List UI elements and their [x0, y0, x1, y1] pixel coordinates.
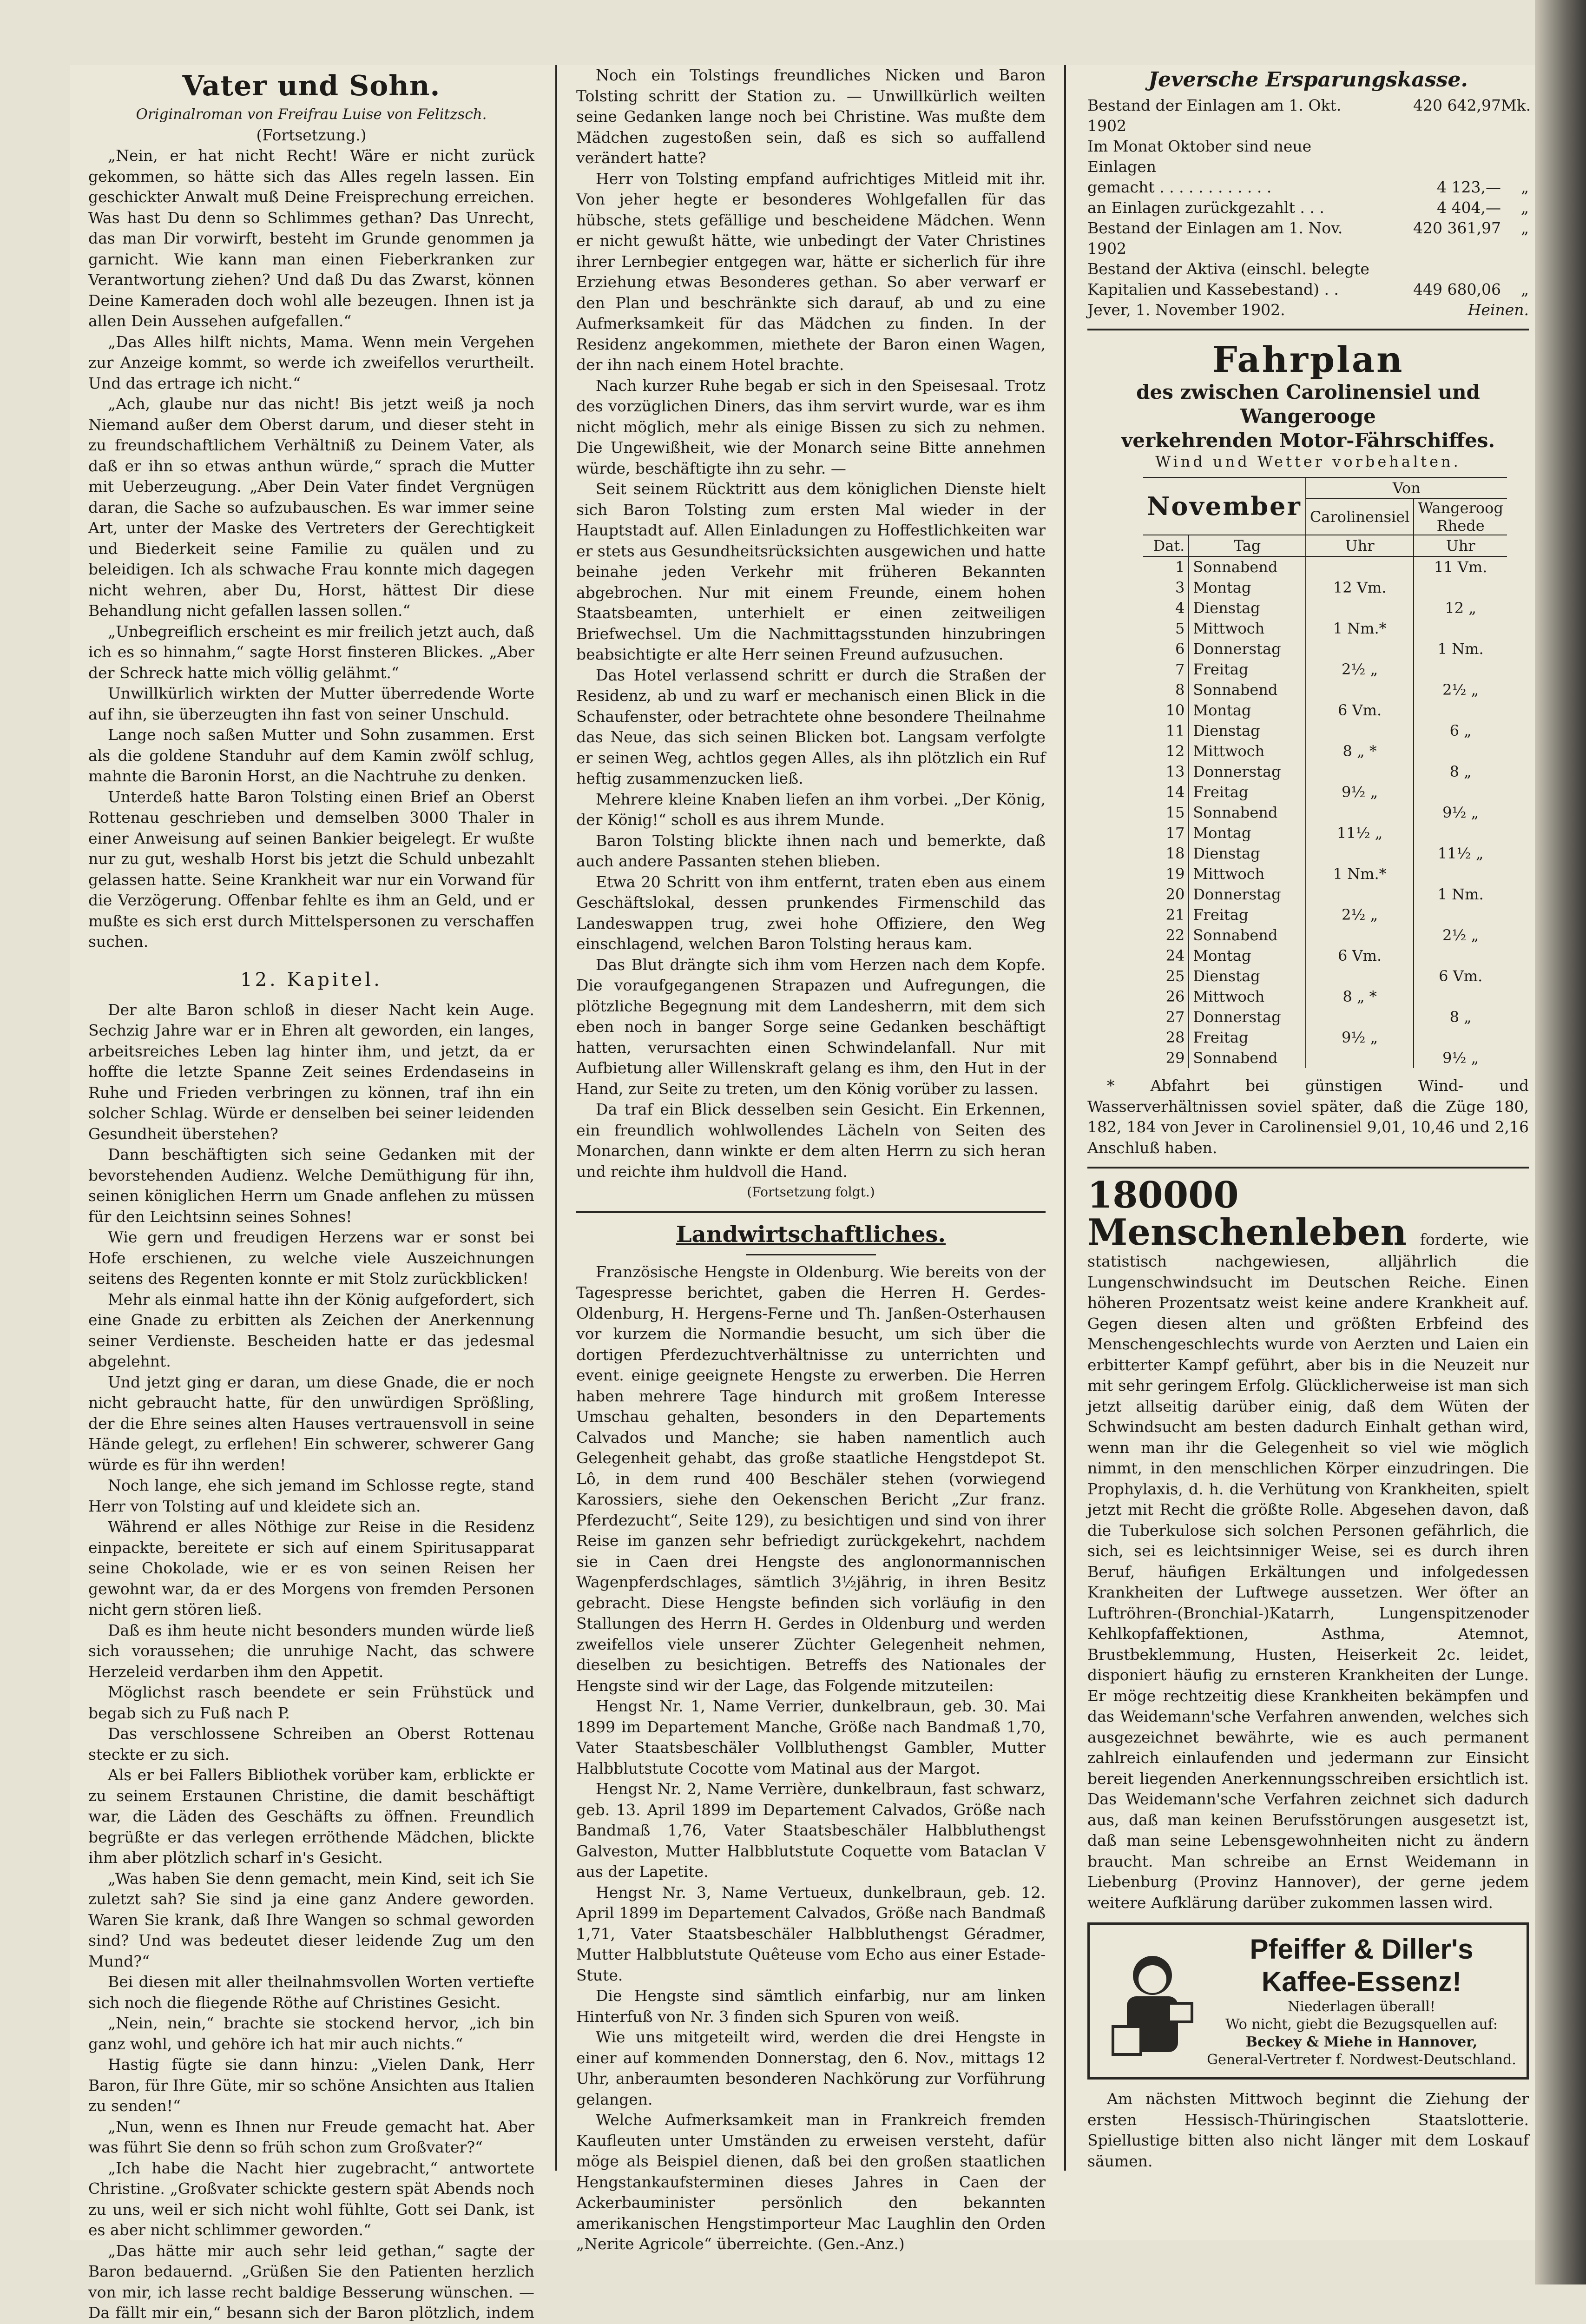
schedule-row	[1143, 925, 1507, 945]
column-rule	[1064, 65, 1066, 2171]
schedule-cell: 12	[1143, 741, 1189, 761]
paragraph: Möglichst rasch beendete er sein Frühstück und begab sich zu Fuß nach P.	[88, 1682, 534, 1723]
schedule-row	[1143, 1007, 1507, 1027]
schedule-cell: 20	[1143, 884, 1189, 905]
savings-unit: Mk.	[1501, 95, 1529, 136]
chapter-heading: 12. Kapitel.	[88, 969, 534, 990]
savings-label: Im Monat Oktober sind neue Einlagen	[1087, 136, 1380, 177]
schedule-cell	[1306, 925, 1414, 945]
savings-label: Bestand der Aktiva (einschl. belegte	[1087, 259, 1380, 279]
paragraph: Wie uns mitgeteilt wird, werden die drei Hengste in einer auf kommenden Donnerstag, den 6. Nov., mittags 12 Uhr, anberaumten besonderen Nachkörung zur Vorführung gelangen.	[576, 2027, 1046, 2110]
schedule-cell: 25	[1143, 966, 1189, 986]
schedule-cell: 11 Vm.	[1414, 556, 1507, 577]
schedule-row	[1143, 639, 1507, 659]
paragraph: „Nun, wenn es Ihnen nur Freude gemacht hat. Aber was führt Sie denn so früh schon zum Großvater?“	[88, 2117, 534, 2158]
paragraph: Etwa 20 Schritt von ihm entfernt, traten eben aus einem Geschäftslokal, dessen prunkendes Firmenschild das Landeswappen trug, zwei hohe Offiziere, den Weg einschlagend, welchen Baron Tolsting heraus kam.	[576, 872, 1046, 955]
time-header: Uhr	[1306, 535, 1414, 556]
ferry-schedule-subtitle: des zwischen Carolinensiel und Wangerooge	[1087, 380, 1529, 429]
article-body	[576, 1262, 1046, 2255]
paragraph: „Was haben Sie denn gemacht, mein Kind, seit ich Sie zuletzt sah? Sie sind ja eine ganz Andere geworden. Waren Sie krank, daß Ihre Wangen so schmal geworden sind? Und was bedeutet dieser leidende Zug um den Mund?“	[88, 1868, 534, 1972]
schedule-cell: 2½ „	[1414, 680, 1507, 700]
paragraph: Französische Hengste in Oldenburg. Wie bereits von der Tagespresse berichtet, gaben die Herren H. Gerdes-Oldenburg, H. Hergens-Ferne und Th. Janßen-Osterhausen vor kurzem die Normandie besucht, um sich über die dortigen Pferdezuchtverhältnisse zu unterrichten und event. einige geeignete Hengste zu erwerben. Die Herren haben mehrere Tage hindurch mit großem Interesse Umschau gehalten, besonders in den Departements Calvados und Manche; sie haben namentlich auch Gelegenheit gehabt, das große staatliche Hengstdepot St. Lô, in dem rund 400 Beschäler stehen (vorwiegend Karossiers, siehe den Oekenschen Bericht „Zur franz. Pferdezucht“, Seite 129), zu besichtigen und sind von ihrer Reise im ganzen sehr befriedigt zurückgekehrt, nachdem sie in Caen drei Hengste des anglonormannischen Wagenpferdschlages, sämtlich 3½jährig, in ihren Besitz gebracht. Diese Hengste befinden sich vorläufig in den Stallungen des Herrn H. Gerdes in Oldenburg und werden zweifellos viele unserer Züchter Gelegenheit nehmen, dieselben zu besichtigen. Betreffs des Nationales der Hengste sind wir der Lage, das Folgende mitzuteilen:	[576, 1262, 1046, 1697]
savings-row	[1087, 177, 1529, 198]
schedule-cell	[1306, 598, 1414, 618]
column-rule	[555, 65, 557, 2171]
schedule-cell: 11	[1143, 720, 1189, 741]
schedule-cell: 26	[1143, 986, 1189, 1007]
paragraph: „Nein, nein,“ brachte sie stockend hervor, „ich bin ganz wohl, und gehöre ich hat mir auch nichts.“	[88, 2013, 534, 2054]
savings-unit: „	[1501, 198, 1529, 218]
paragraph: Als er bei Fallers Bibliothek vorüber kam, erblickte er zu seinem Erstaunen Christine, die damit beschäftigt war, die Läden des Geschäfts zu öffnen. Freundlich begrüßte er das verlegen erröthende Mädchen, blickte ihm aber plötzlich scharf in's Gesicht.	[88, 1765, 534, 1868]
divider	[746, 1254, 876, 1255]
schedule-cell: 10	[1143, 700, 1189, 720]
ad-coffee-line: Beckey & Miehe in Hannover,	[1206, 2034, 1517, 2051]
schedule-cell: 6 Vm.	[1306, 700, 1414, 720]
schedule-cell: 1 Nm.	[1414, 884, 1507, 905]
schedule-cell: Freitag	[1189, 782, 1305, 802]
paragraph: Herr von Tolsting empfand aufrichtiges Mitleid mit ihr. Von jeher hegte er besonderes Wohlgefallen für das hübsche, stets gefällige und bescheidene Mädchen. Wenn er nicht gewußt hätte, wie unbedingt der Vater Christines ihrer Lernbegier entgegen war, hätte er sicherlich für ihre Erziehung etwas Besonderes gethan. So aber verwarf er den Plan und beschränkte sich darauf, ab und zu eine Aufmerksamkeit für das Mädchen zu finden. In der Residenz angekommen, miethete der Baron einen Wagen, der ihn nach einem Hotel brachte.	[576, 169, 1046, 376]
savings-row	[1087, 279, 1529, 300]
column-middle	[576, 65, 1046, 2255]
coffee-drinker-illustration-icon	[1099, 1943, 1206, 2059]
ad-coffee-line: General-Vertreter f. Nordwest-Deutschland.	[1206, 2051, 1517, 2069]
ferry-schedule-note: Wind und Wetter vorbehalten.	[1087, 453, 1529, 470]
article-body	[88, 1000, 534, 2324]
savings-label: an Einlagen zurückgezahlt . . .	[1087, 198, 1380, 218]
schedule-cell: Sonnabend	[1189, 925, 1305, 945]
schedule-cell: 1 Nm.	[1414, 639, 1507, 659]
savings-row	[1087, 259, 1529, 279]
schedule-cell	[1306, 966, 1414, 986]
schedule-cell: 9½ „	[1306, 1027, 1414, 1048]
paragraph: Bei diesen mit aller theilnahmsvollen Worten vertiefte sich noch die fliegende Röthe auf Christines Gesicht.	[88, 1972, 534, 2013]
schedule-cell	[1306, 843, 1414, 864]
savings-value	[1380, 136, 1501, 177]
schedule-cell: 6	[1143, 639, 1189, 659]
schedule-row	[1143, 700, 1507, 720]
schedule-row	[1143, 802, 1507, 823]
day-header: Tag	[1189, 535, 1305, 556]
savings-row	[1087, 218, 1529, 259]
schedule-cell: 3	[1143, 577, 1189, 598]
schedule-cell: Dienstag	[1189, 720, 1305, 741]
schedule-cell: Mittwoch	[1189, 618, 1305, 639]
schedule-row	[1143, 823, 1507, 843]
divider	[576, 1211, 1046, 1213]
schedule-cell	[1414, 577, 1507, 598]
schedule-row	[1143, 884, 1507, 905]
savings-signature: Heinen.	[1468, 300, 1529, 320]
article-body	[88, 145, 534, 952]
article-body	[576, 65, 1046, 1182]
schedule-cell: Montag	[1189, 700, 1305, 720]
schedule-cell: 8 „ *	[1306, 741, 1414, 761]
schedule-cell: 1 Nm.*	[1306, 864, 1414, 884]
schedule-cell: 6 Vm.	[1414, 966, 1507, 986]
schedule-cell: 24	[1143, 945, 1189, 966]
article-title: Vater und Sohn.	[88, 70, 534, 102]
savings-date: Jever, 1. November 1902.	[1087, 300, 1468, 320]
time-header: Uhr	[1414, 535, 1507, 556]
schedule-row	[1143, 986, 1507, 1007]
schedule-cell: 8	[1143, 680, 1189, 700]
ad-coffee-line: Wo nicht, giebt die Bezugsquellen auf:	[1206, 2016, 1517, 2034]
schedule-cell	[1306, 802, 1414, 823]
continuation-note: (Fortsetzung.)	[88, 125, 534, 146]
schedule-cell: 9½ „	[1414, 1048, 1507, 1068]
schedule-cell: Mittwoch	[1189, 864, 1305, 884]
carolinensiel-header: Carolinensiel	[1306, 499, 1414, 535]
schedule-cell	[1306, 680, 1414, 700]
schedule-cell	[1306, 1048, 1414, 1068]
savings-label: Bestand der Einlagen am 1. Nov. 1902	[1087, 218, 1380, 259]
schedule-cell: Montag	[1189, 577, 1305, 598]
paragraph: „Ich habe die Nacht hier zugebracht,“ antwortete Christine. „Großvater schickte gestern spät Abends noch zu uns, weil er sich nicht wohl fühlte, Gott sei Dank, ist es aber nicht schlimmer geworden.“	[88, 2158, 534, 2241]
schedule-cell: Freitag	[1189, 659, 1305, 680]
divider	[1087, 1167, 1529, 1169]
schedule-row	[1143, 905, 1507, 925]
savings-row	[1087, 198, 1529, 218]
paragraph: Noch lange, ehe sich jemand im Schlosse regte, stand Herr von Tolsting auf und kleidete sich an.	[88, 1475, 534, 1517]
savings-value: 420 361,97	[1380, 218, 1501, 259]
paragraph: „Ach, glaube nur das nicht! Bis jetzt weiß ja noch Niemand außer dem Oberst darum, und dieser steht in zu freundschaftlichem Verhältniß zu Deinem Vater, als daß er ihn so etwas anthun würde,“ sprach die Mutter mit Ueberzeugung. „Aber Dein Vater findet Vergnügen daran, die Sache so aufzubauschen. Es war immer seine Art, unter der Maske des Vertreters der Gerechtigkeit und Biederkeit seine Familie zu quälen und zu beleidigen. Ich als schwache Frau konnte mich dagegen nicht wehren, aber Du, Horst, hättest Dir diese Behandlung nicht gefallen lassen sollen.“	[88, 394, 534, 621]
ad-lung-headline: 180000 Menschenleben	[1087, 1174, 1407, 1254]
savings-value	[1380, 259, 1501, 279]
ad-coffee-brand: Pfeiffer & Diller's	[1206, 1933, 1517, 1966]
paragraph: Lange noch saßen Mutter und Sohn zusammen. Erst als die goldene Standuhr auf dem Kamin zwölf schlug, mahnte die Baronin Horst, an die Nachtruhe zu denken.	[88, 725, 534, 787]
schedule-cell	[1306, 884, 1414, 905]
schedule-cell: Donnerstag	[1189, 761, 1305, 782]
schedule-cell: 6 Vm.	[1306, 945, 1414, 966]
schedule-cell	[1306, 556, 1414, 577]
schedule-cell	[1414, 905, 1507, 925]
divider	[1087, 329, 1529, 330]
schedule-cell: 11½ „	[1306, 823, 1414, 843]
paragraph: „Das Alles hilft nichts, Mama. Wenn mein Vergehen zur Anzeige kommt, so werde ich zweifellos verurtheilt. Und das ertrage ich nicht.“	[88, 332, 534, 394]
schedule-cell	[1306, 1007, 1414, 1027]
section-heading: Landwirtschaftliches.	[576, 1221, 1046, 1248]
schedule-row	[1143, 618, 1507, 639]
schedule-cell: 9½ „	[1306, 782, 1414, 802]
paragraph: Hengst Nr. 3, Name Vertueux, dunkelbraun, geb. 12. April 1899 im Departement Calvados, Größe nach Bandmaß 1,71, Vater Staatsbeschäler Halbbluthengst Géradmer, Mutter Halbblutstute Quêteuse vom Echo aus einer Estade-Stute.	[576, 1882, 1046, 1986]
paragraph: Das Hotel verlassend schritt er durch die Straßen der Residenz, ab und zu warf er mechanisch einen Blick in die Schaufenster, oder betrachtete ohne besondere Theilnahme das Neue, das sich seinen Blicken bot. Langsam verfolgte er seinen Weg, achtlos gegen Alles, als ihn plötzlich ein Ruf heftig zusammenzucken ließ.	[576, 665, 1046, 789]
schedule-cell: Mittwoch	[1189, 741, 1305, 761]
ad-lung-body: forderte, wie statistisch nachgewiesen, alljährlich die Lungenschwindsucht im Deutschen Reiche. Einen höheren Prozentsatz weist keine andere Krankheit auf. Gegen diesen alten und größten Erbfeind des Menschengeschlechts wurde von Aerzten und Laien ein erbitterter Kampf geführt, aber bis in die Neuzeit nur mit sehr geringem Erfolg. Glücklicherweise ist man sich jetzt allseitig darüber einig, daß dem Wüten der Schwindsucht am besten dadurch Einhalt gethan wird, wenn man ihr die Gelegenheit so viel wie möglich nimmt, in den menschlichen Körper einzudringen. Die Prophylaxis, d. h. die Verhütung von Krankheiten, spielt jetzt mit Recht die größte Rolle. Abgesehen davon, daß die Tuberkulose sich solchen Personen gefährlich, die sich, sei es leichtsinniger Weise, sei es durch ihren Beruf, häufigen Erkältungen und infolgedessen Krankheiten der Luftwege aussetzen. Wer öfter an Luftröhren-(Bronchial-)Katarrh, Lungenspitzenoder Kehlkopfaffektionen, Asthma, Atemnot, Brustbeklemmung, Husten, Heiserkeit 2c. leidet, disponiert häufig zu ernsteren Krankheiten der Lunge. Er möge rechtzeitig diese Krankheiten bekämpfen und das Weidemann'sche Verfahren anwenden, welches sich ausgezeichnet bewährte, wie es auch permanent zahlreich einlaufenden und jedermann zur Einsicht bereit liegenden Anerkennungsschreiben ersichtlich ist. Das Weidemann'sche Verfahren zeichnet sich dadurch aus, daß man keinen Berufsstörungen ausgesetzt ist, daß man seine Lebensgewohnheiten nicht zu ändern braucht. Man schreibe an Ernst Weidemann in Liebenburg (Provinz Hannover), der gerne jedem weitere Aufklärung darüber zukommen lassen wird.	[1087, 1230, 1529, 1912]
schedule-cell: 11½ „	[1414, 843, 1507, 864]
schedule-cell	[1414, 945, 1507, 966]
schedule-row	[1143, 680, 1507, 700]
column-notices	[1087, 65, 1529, 2172]
paragraph: „Unbegreiflich erscheint es mir freilich jetzt auch, daß ich es so hinnahm,“ sagte Horst finsteren Blickes. „Aber der Schreck hatte mich völlig gelähmt.“	[88, 621, 534, 684]
paragraph: Der alte Baron schloß in dieser Nacht kein Auge. Sechzig Jahre war er in Ehren alt geworden, ein langes, arbeitsreiches Leben lag hinter ihm, und jetzt, da er hoffte die letzte Spanne Zeit seines Erdendaseins in Ruhe und Frieden verbringen zu können, traf ihn ein solcher Schlag. Würde er denselben bei seiner leidenden Gesundheit überstehen?	[88, 1000, 534, 1145]
schedule-cell	[1414, 741, 1507, 761]
schedule-cell: 12 „	[1414, 598, 1507, 618]
schedule-cell: 22	[1143, 925, 1189, 945]
schedule-row	[1143, 761, 1507, 782]
paragraph: Unterdeß hatte Baron Tolsting einen Brief an Oberst Rottenau geschrieben und demselben 3000 Thaler in einer Anweisung auf seinen Bankier beigelegt. Er wußte nur zu gut, weshalb Horst bis jetzt die Schuld unbezahlt gelassen hatte. Seine Krankheit war nur ein Vorwand für die Verzögerung. Offenbar fehlte es ihm an Geld, und er mußte es sich erst durch Mittelspersonen zu verschaffen suchen.	[88, 787, 534, 952]
ad-coffee-line: Niederlagen überall!	[1206, 1998, 1517, 2016]
schedule-row	[1143, 577, 1507, 598]
ferry-schedule-table	[1143, 477, 1507, 1068]
schedule-cell: 27	[1143, 1007, 1189, 1027]
schedule-cell: 1 Nm.*	[1306, 618, 1414, 639]
paragraph: Das Blut drängte sich ihm vom Herzen nach dem Kopfe. Die voraufgegangenen Strapazen und Aufregungen, die plötzliche Begegnung mit dem Landesherrn, mit dem sich eben noch in banger Sorge seine Gedanken beschäftigt hatten, verursachten einen Schwindelanfall. Nur mit Aufbietung aller Willenskraft gelang es ihm, den Hut in der Hand, zur Seite zu treten, um den König vorüber zu lassen.	[576, 955, 1046, 1100]
schedule-cell: 2½ „	[1414, 925, 1507, 945]
savings-row	[1087, 136, 1529, 177]
schedule-cell: Sonnabend	[1189, 1048, 1305, 1068]
byline: Originalroman von Freifrau Luise von Felitzsch.	[88, 104, 534, 125]
savings-value: 4 404,—	[1380, 198, 1501, 218]
savings-table	[1087, 95, 1529, 300]
paragraph: Seit seinem Rücktritt aus dem königlichen Dienste hielt sich Baron Tolsting zum ersten Mal wieder in der Hauptstadt auf. Allen Einladungen zu Hoffestlichkeiten war er stets aus Gesundheitsrücksichten ausgewichen und hatte beinahe jeden Verkehr mit früheren Bekannten abgebrochen. Nur mit einem Freunde, einem hohen Staatsbeamten, unterhielt er einen zeitweiligen Briefwechsel. Um die Nachmittagsstunden hinzubringen beabsichtigte er alte Herr seinen Freund aufzusuchen.	[576, 479, 1046, 665]
schedule-cell: Freitag	[1189, 1027, 1305, 1048]
ferry-footnote: * Abfahrt bei günstigen Wind- und Wasserverhältnissen soviel später, daß die Züge 180, 182, 184 von Jever in Carolinensiel 9,01, 10,46 und 2,16 Anschluß haben.	[1087, 1076, 1529, 1158]
savings-unit	[1501, 136, 1529, 177]
schedule-cell	[1414, 823, 1507, 843]
schedule-row	[1143, 843, 1507, 864]
paragraph: Und jetzt ging er daran, um diese Gnade, die er noch nicht gebraucht hatte, für den unwürdigen Sprößling, der die Ehre seines alten Hauses vertrauensvoll in seine Hände gelegt, zu erflehen! Ein schwerer, schwerer Gang würde es für ihn werden!	[88, 1372, 534, 1476]
schedule-cell: Sonnabend	[1189, 680, 1305, 700]
schedule-cell: 6 „	[1414, 720, 1507, 741]
schedule-cell: Donnerstag	[1189, 1007, 1305, 1027]
paragraph: „Das hätte mir auch sehr leid gethan,“ sagte der Baron bedauernd. „Grüßen Sie den Patienten herzlich von mir, ich lasse recht baldige Besserung wünschen. — Da fällt mir ein,“ besann sich der Baron plötzlich, indem	[88, 2241, 534, 2324]
schedule-cell: 17	[1143, 823, 1189, 843]
paragraph: Hastig fügte sie dann hinzu: „Vielen Dank, Herr Baron, für Ihre Güte, mir so schöne Ansichten aus Italien zu senden!“	[88, 2054, 534, 2117]
schedule-cell: 8 „	[1414, 761, 1507, 782]
schedule-cell: 18	[1143, 843, 1189, 864]
schedule-cell: 29	[1143, 1048, 1189, 1068]
schedule-cell: 2½ „	[1306, 659, 1414, 680]
scan-edge	[1535, 0, 1586, 2284]
savings-value: 4 123,—	[1380, 177, 1501, 198]
schedule-cell	[1306, 720, 1414, 741]
paragraph: Noch ein Tolstings freundliches Nicken und Baron Tolsting schritt der Station zu. — Unwillkürlich weilten seine Gedanken lange noch bei Christine. Was mußte dem Mädchen zugestoßen sein, daß es sich so auffallend verändert hatte?	[576, 65, 1046, 169]
schedule-row	[1143, 659, 1507, 680]
schedule-cell	[1414, 1027, 1507, 1048]
schedule-cell: 1	[1143, 556, 1189, 577]
schedule-cell: Sonnabend	[1189, 802, 1305, 823]
savings-value: 420 642,97	[1380, 95, 1501, 136]
paragraph: Hengst Nr. 2, Name Verrière, dunkelbraun, fast schwarz, geb. 13. April 1899 im Departement Calvados, Größe nach Bandmaß 1,76, Vater Staatsbeschäler Halbbluthengst Galveston, Mutter Halbblutstute Coquette vom Bataclan V aus der Lapetite.	[576, 1779, 1046, 1882]
schedule-cell: Montag	[1189, 823, 1305, 843]
schedule-cell: 8 „	[1414, 1007, 1507, 1027]
schedule-cell: 5	[1143, 618, 1189, 639]
schedule-cell	[1414, 618, 1507, 639]
schedule-cell: 12 Vm.	[1306, 577, 1414, 598]
schedule-cell	[1414, 782, 1507, 802]
schedule-cell: 13	[1143, 761, 1189, 782]
ad-coffee-product: Kaffee-Essenz!	[1206, 1966, 1517, 1998]
schedule-cell: Dienstag	[1189, 843, 1305, 864]
paragraph: Daß es ihm heute nicht besonders munden würde ließ sich voraussehen; die unruhige Nacht, das schwere Herzeleid verdarben ihm den Appetit.	[88, 1620, 534, 1683]
schedule-row	[1143, 864, 1507, 884]
schedule-cell: 8 „ *	[1306, 986, 1414, 1007]
schedule-cell	[1306, 761, 1414, 782]
schedule-cell	[1306, 639, 1414, 659]
ad-lottery: Am nächsten Mittwoch beginnt die Ziehung der ersten Hessisch-Thüringischen Staatslotterie. Spiellustige bitten also nicht länger mit dem Loskauf säumen.	[1087, 2089, 1529, 2172]
savings-label: Bestand der Einlagen am 1. Okt. 1902	[1087, 95, 1380, 136]
paragraph: Mehrere kleine Knaben liefen an ihm vorbei. „Der König, der König!“ scholl es aus ihrem Munde.	[576, 789, 1046, 831]
schedule-cell	[1414, 986, 1507, 1007]
paragraph: Unwillkürlich wirkten der Mutter überredende Worte auf ihn, sie überzeugten ihn fast von seiner Unschuld.	[88, 683, 534, 725]
schedule-cell: 4	[1143, 598, 1189, 618]
savings-unit: „	[1501, 279, 1529, 300]
paragraph: Wie gern und freudigen Herzens war er sonst bei Hofe erschienen, zu welche viele Auszeichnungen seitens des Regenten konnte er mit Stolz zurückblicken!	[88, 1227, 534, 1289]
ad-coffee-text	[1206, 1933, 1517, 2069]
schedule-cell: Montag	[1189, 945, 1305, 966]
paragraph: Die Hengste sind sämtlich einfarbig, nur am linken Hinterfuß von Nr. 3 finden sich Spuren von weiß.	[576, 1986, 1046, 2027]
schedule-cell: 19	[1143, 864, 1189, 884]
schedule-cell: Dienstag	[1189, 598, 1305, 618]
schedule-cell	[1414, 700, 1507, 720]
column-serial-novel	[88, 65, 534, 2324]
from-header: Von	[1306, 477, 1507, 499]
schedule-row	[1143, 1027, 1507, 1048]
savings-unit: „	[1501, 218, 1529, 259]
schedule-cell: Sonnabend	[1189, 556, 1305, 577]
paragraph: Während er alles Nöthige zur Reise in die Residenz einpackte, bereitete er sich auf einem Spiritusapparat seine Chokolade, wie er es von seinen Reisen her gewohnt war, da er des Morgens von fremden Personen nicht gern stören ließ.	[88, 1517, 534, 1620]
continued-note: (Fortsetzung folgt.)	[576, 1182, 1046, 1203]
paragraph: Mehr als einmal hatte ihn der König aufgefordert, sich eine Gnade zu erbitten als Zeichen der Anerkennung seiner Verdienste. Bescheiden hatte er das jedesmal abgelehnt.	[88, 1289, 534, 1372]
schedule-cell: Donnerstag	[1189, 884, 1305, 905]
paragraph: Nach kurzer Ruhe begab er sich in den Speisesaal. Trotz des vorzüglichen Diners, das ihm servirt wurde, war es ihm nicht möglich, mehr als einige Bissen zu sich zu nehmen. Die Ungewißheit, wie der Monarch seine Bitte annehmen würde, beschäftigte ihn zu sehr. —	[576, 376, 1046, 479]
schedule-cell: Mittwoch	[1189, 986, 1305, 1007]
paragraph: Hengst Nr. 1, Name Verrier, dunkelbraun, geb. 30. Mai 1899 im Departement Manche, Größe nach Bandmaß 1,70, Vater Staatsbeschäler Vollbluthengst Gambler, Mutter Halbblutstute Cocotte vom Matinal aus der Margot.	[576, 1696, 1046, 1779]
schedule-cell: Donnerstag	[1189, 639, 1305, 659]
savings-label: Kapitalien und Kassebestand) . .	[1087, 279, 1380, 300]
savings-value: 449 680,06	[1380, 279, 1501, 300]
paragraph: Das verschlossene Schreiben an Oberst Rottenau steckte er zu sich.	[88, 1723, 534, 1765]
paragraph: „Nein, er hat nicht Recht! Wäre er nicht zurück gekommen, so hätte sich das Alles regeln lassen. Ein geschickter Anwalt muß Deine Freisprechung erreichen. Was hast Du denn so Schlimmes gethan? Das Unrecht, das man Dir vorwirft, besteht im Grunde genommen ja garnicht. Wie kann man einen Fieberkranken zur Verantwortung ziehen? Und daß Du das Zwarst, können Deine Kameraden doch wohl alle bezeugen. Ihnen ist ja allen Dein Aussehen aufgefallen.“	[88, 145, 534, 332]
savings-title: Jeversche Ersparungskasse.	[1087, 68, 1529, 92]
paragraph: Welche Aufmerksamkeit man in Frankreich fremden Kaufleuten unter Umständen zu erweisen versteht, dafür möge als Beispiel dienen, daß bei den großen staatlichen Hengstankaufsterminen dieses Jahres in Caen der Ackerbauminister persönlich den bekannten amerikanischen Hengstimporteur Mac Laughlin den Orden „Nerite Agricole“ überreichte. (Gen.-Anz.)	[576, 2110, 1046, 2255]
paragraph: Da traf ein Blick desselben sein Gesicht. Ein Erkennen, ein freundlich wohlwollendes Lächeln von Seiten des Monarchen, dann winkte er dem alten Herrn zu sich heran und reichte ihm huldvoll die Hand.	[576, 1099, 1046, 1182]
schedule-row	[1143, 945, 1507, 966]
savings-label: gemacht . . . . . . . . . . . .	[1087, 177, 1380, 198]
savings-row	[1087, 95, 1529, 136]
savings-unit: „	[1501, 177, 1529, 198]
schedule-row	[1143, 782, 1507, 802]
schedule-cell: Dienstag	[1189, 966, 1305, 986]
savings-footer	[1087, 300, 1529, 320]
schedule-row	[1143, 720, 1507, 741]
schedule-cell: 14	[1143, 782, 1189, 802]
schedule-cell: 2½ „	[1306, 905, 1414, 925]
wangeroog-header: Wangeroog Rhede	[1414, 499, 1507, 535]
schedule-row	[1143, 556, 1507, 577]
schedule-cell: 9½ „	[1414, 802, 1507, 823]
paragraph: Dann beschäftigten sich seine Gedanken mit der bevorstehenden Audienz. Welche Demüthigung für ihn, seinen königlichen Herrn um Gnade anflehen zu müssen für den Leichtsinn seines Sohnes!	[88, 1144, 534, 1227]
ad-lung-text	[1087, 1177, 1529, 1913]
date-header: Dat.	[1143, 535, 1189, 556]
schedule-cell: 28	[1143, 1027, 1189, 1048]
schedule-row	[1143, 598, 1507, 618]
ferry-schedule-title: Fahrplan	[1087, 339, 1529, 380]
schedule-cell: 15	[1143, 802, 1189, 823]
ferry-schedule-subtitle: verkehrenden Motor-Fährschiffes.	[1087, 429, 1529, 453]
savings-unit	[1501, 259, 1529, 279]
schedule-row	[1143, 741, 1507, 761]
schedule-cell: 7	[1143, 659, 1189, 680]
newspaper-page	[70, 65, 1538, 2240]
month-header: November	[1143, 477, 1306, 535]
paragraph: Baron Tolsting blickte ihnen nach und bemerkte, daß auch andere Passanten stehen blieben.	[576, 831, 1046, 872]
schedule-cell: 21	[1143, 905, 1189, 925]
schedule-row	[1143, 1048, 1507, 1068]
schedule-cell	[1414, 864, 1507, 884]
schedule-cell	[1414, 659, 1507, 680]
schedule-cell: Freitag	[1189, 905, 1305, 925]
schedule-row	[1143, 966, 1507, 986]
ad-coffee	[1087, 1922, 1529, 2080]
